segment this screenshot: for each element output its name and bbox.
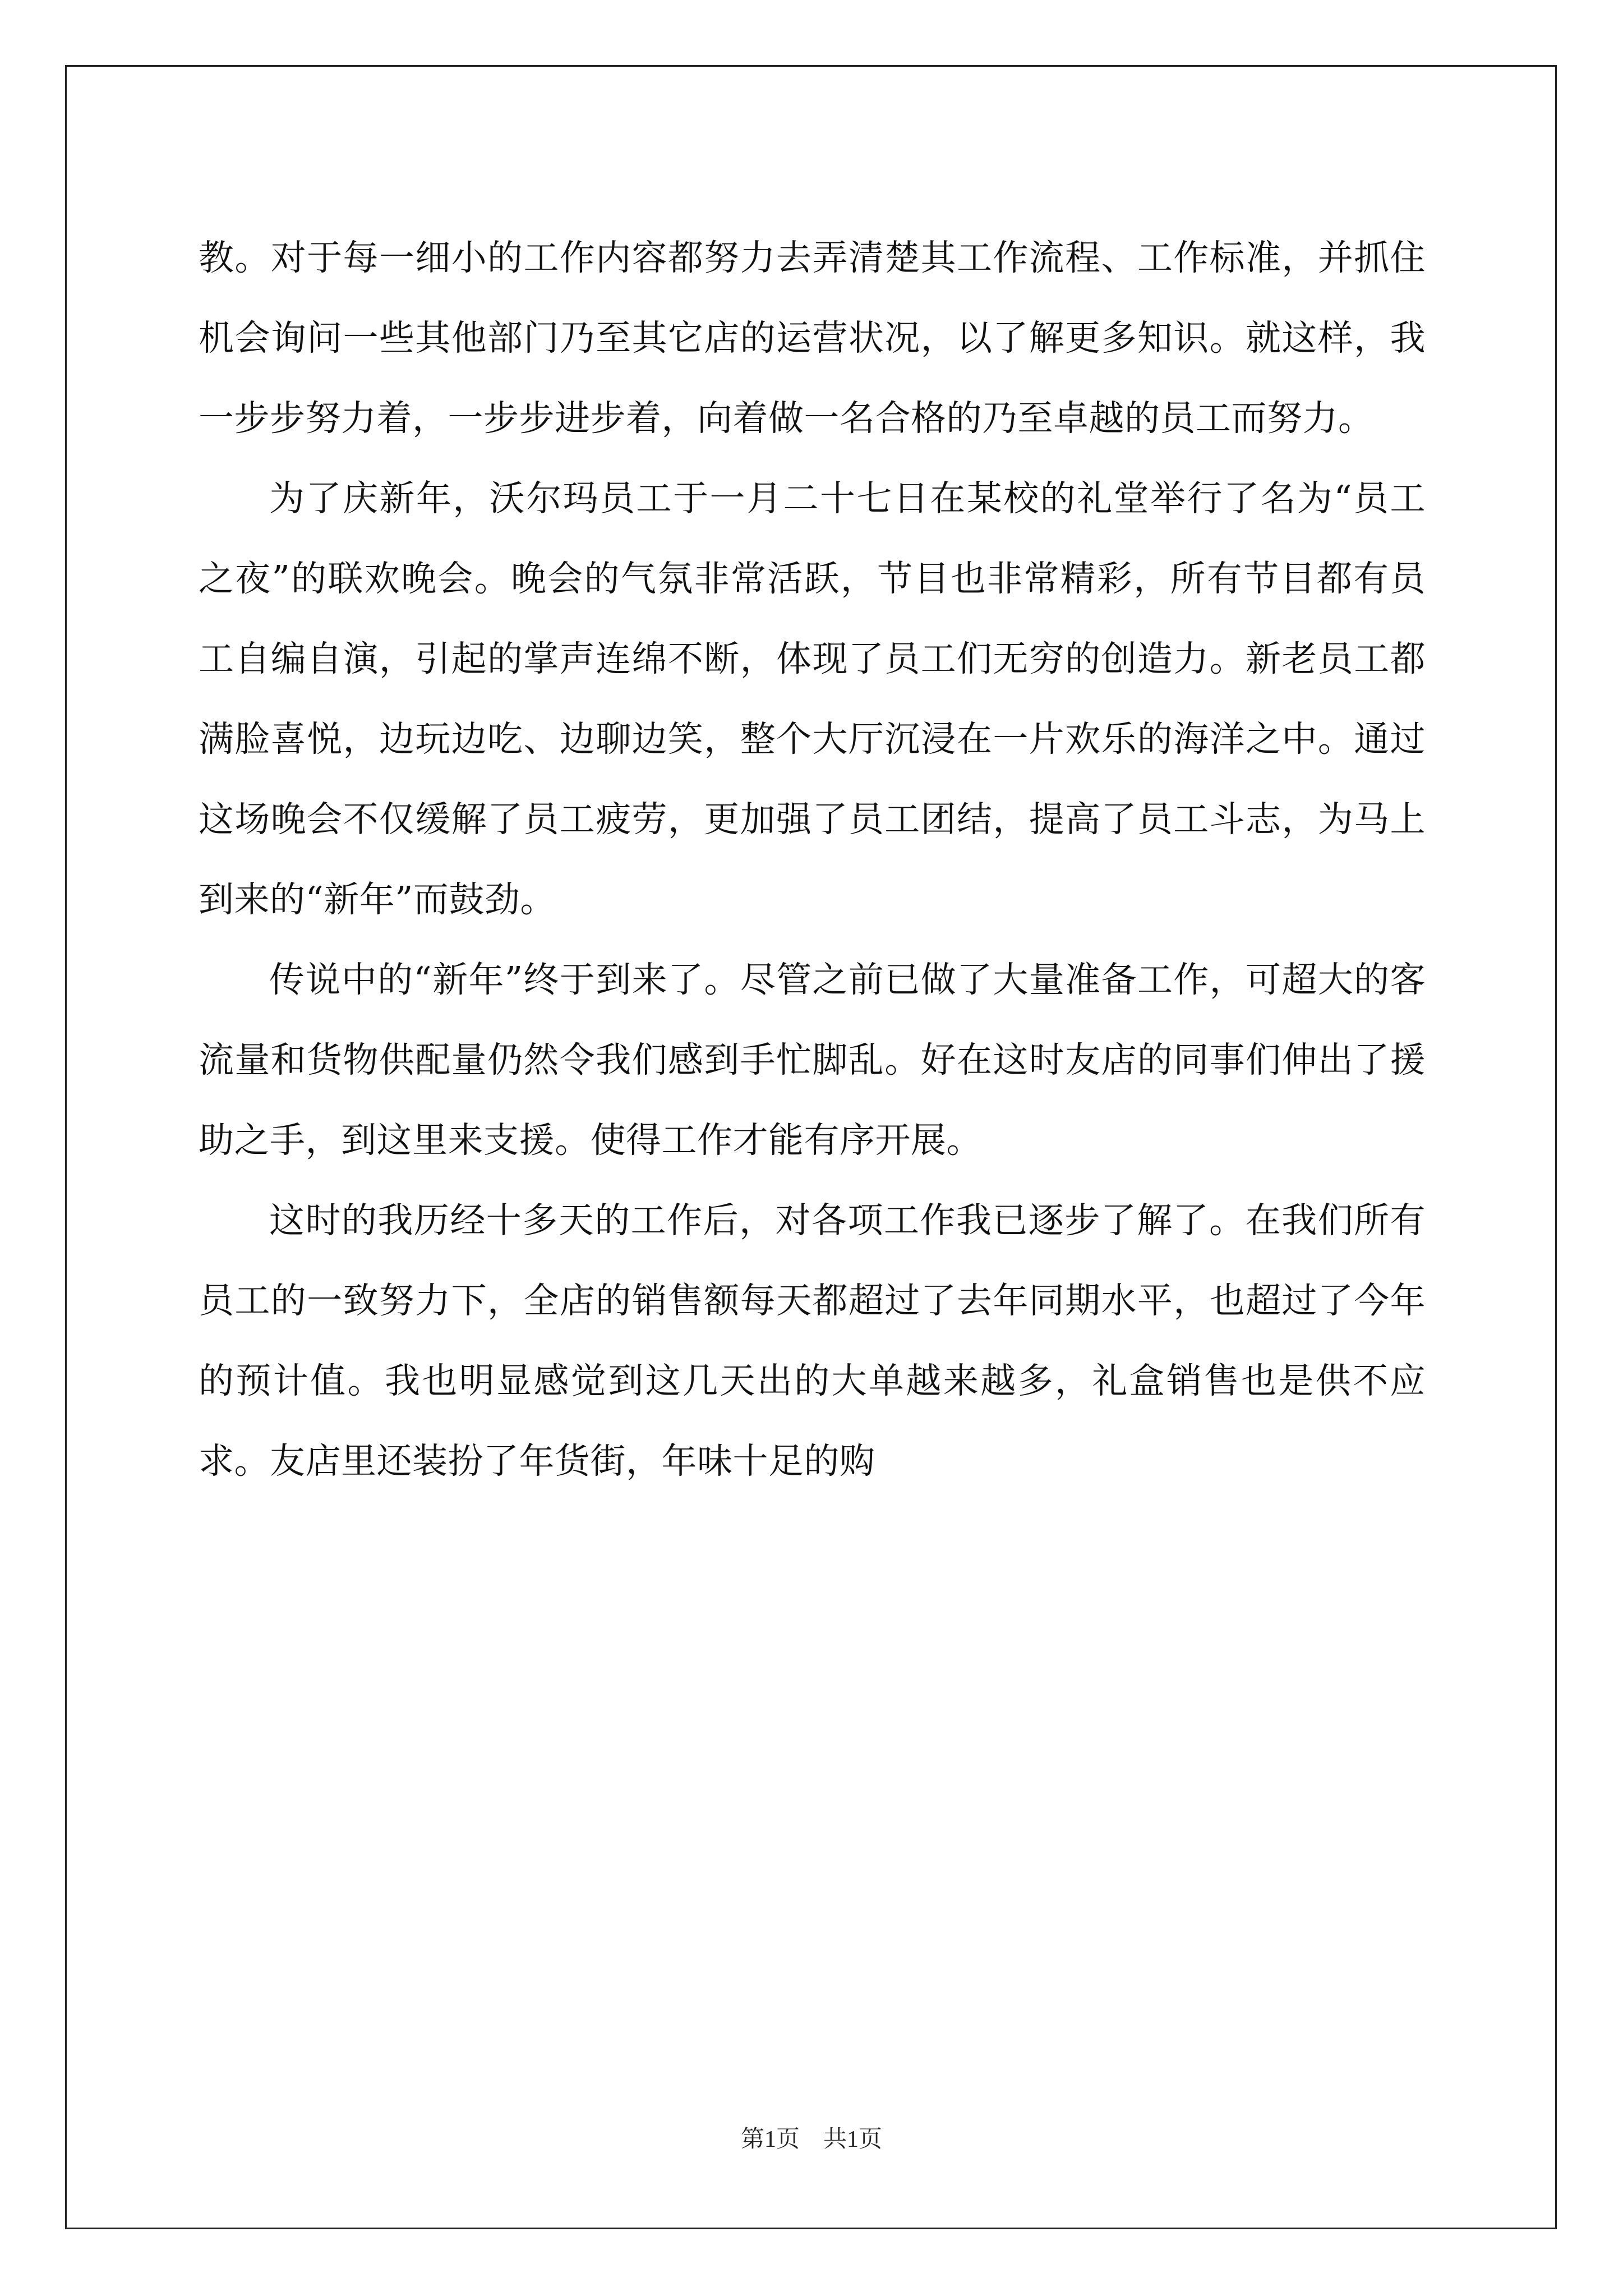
paragraph-2: 为了庆新年，沃尔玛员工于一月二十七日在某校的礼堂举行了名为“员工之夜”的联欢晚会。晚会的气氛非常活跃，节目也非常精彩，所有节目都有员工自编自演，引起的掌声连绵不断，体现了员工们无穷的创造力。新老员工都满脸喜悦，边玩边吃、边聊边笑，整个大厅沉浸在一片欢乐的海洋之中。通过这场晚会不仅缓解了员工疲劳，更加强了员工团结，提高了员工斗志，为马上到来的“新年”而鼓劲。 — [199, 478, 1426, 920]
paragraph-4: 这时的我历经十多天的工作后，对各项工作我已逐步了解了。在我们所有员工的一致努力下，全店的销售额每天都超过了去年同期水平，也超过了今年的预计值。我也明显感觉到这几天出的大单越来越多，礼盒销售也是供不应求。友店里还装扮了年货街，年味十足的购 — [199, 1200, 1426, 1481]
paragraph-1: 教。对于每一细小的工作内容都努力去弄清楚其工作流程、工作标准，并抓住机会询问一些其他部门乃至其它店的运营状况，以了解更多知识。就这样，我一步步努力着，一步步进步着，向着做一名合格的乃至卓越的员工而努力。 — [199, 237, 1426, 439]
paragraph-3: 传说中的“新年”终于到来了。尽管之前已做了大量准备工作，可超大的客流量和货物供配量仍然令我们感到手忙脚乱。好在这时友店的同事们伸出了援助之手，到这里来支援。使得工作才能有序开展。 — [199, 959, 1426, 1161]
document-body — [199, 218, 1426, 1501]
page-number-footer: 第1页 共1页 — [740, 2127, 882, 2152]
